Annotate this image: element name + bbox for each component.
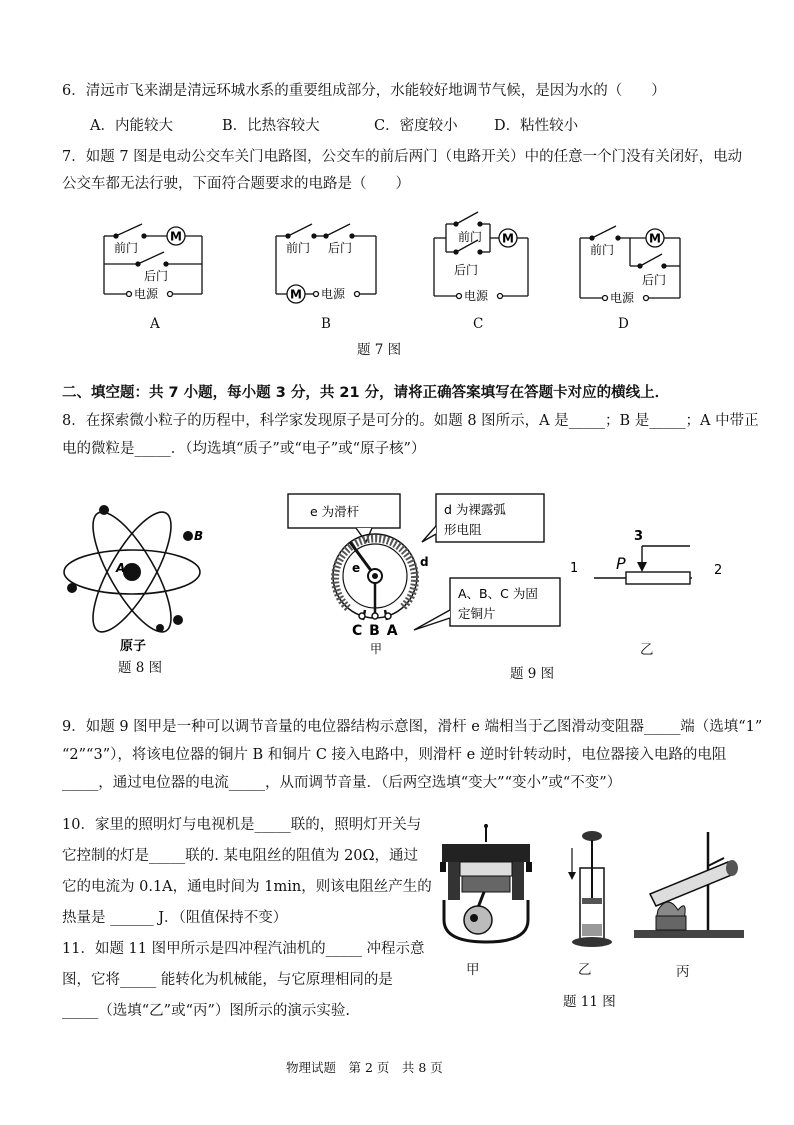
- motor-label: M: [502, 231, 514, 246]
- callout-abc-text-1: A、B、C 为固: [458, 586, 538, 601]
- fig11-label-bing: 丙: [676, 964, 690, 980]
- q10-line2: 它控制的灯是_____联的. 某电阻丝的阻值为 20Ω，通过: [62, 848, 419, 864]
- callout-abc-text-2: 定铜片: [458, 606, 496, 621]
- q11-line1: 11．如题 11 图甲所示是四冲程汽油机的_____ 冲程示意: [62, 941, 425, 957]
- fig11-label-jia: 甲: [466, 962, 480, 978]
- nucleus-dot: [123, 563, 141, 581]
- back-door-label: 后门: [454, 263, 479, 277]
- power-label: 电源: [134, 287, 159, 301]
- terminal-2: 2: [714, 563, 723, 578]
- q9-line3: _____，通过电位器的电流_____，从而调节音量．（后两空选填“变大”“变小”或“不变”）: [62, 775, 622, 791]
- atom-diagram: [56, 500, 216, 660]
- electron-dot: [173, 615, 183, 625]
- electron-dot: [183, 531, 193, 541]
- yi-label: 乙: [640, 642, 654, 658]
- back-door-label: 后门: [642, 273, 667, 287]
- back-door-label: 后门: [328, 241, 353, 255]
- circuit-b-diagram: [272, 222, 392, 312]
- front-door-label: 前门: [458, 230, 483, 244]
- circuit-b-label: B: [321, 316, 331, 332]
- power-label: 电源: [321, 287, 346, 301]
- label-b: B: [194, 529, 204, 543]
- power-label: 电源: [464, 289, 489, 303]
- q9-figure-caption: 题 9 图: [510, 666, 555, 682]
- terminal-1: 1: [570, 561, 579, 576]
- q7-figure-caption: 题 7 图: [357, 342, 402, 358]
- q11-line3: _____（选填“乙”或“丙”）图所示的演示实验.: [62, 1003, 351, 1019]
- circuit-a-label: A: [150, 316, 160, 332]
- pins-label: C B A: [352, 623, 399, 639]
- front-door-label: 前门: [590, 243, 615, 257]
- circuit-c-label: C: [473, 316, 484, 332]
- atom-label: 原子: [120, 639, 147, 654]
- air-compression-tube-diagram: [562, 828, 622, 948]
- q11-line2: 图，它将_____ 能转化为机械能，与它原理相同的是: [62, 972, 393, 988]
- q6-option-c: C．密度较小: [374, 118, 458, 134]
- electron-dot: [99, 505, 109, 515]
- q10-line3: 它的电流为 0.1A，通电时间为 1min，则该电阻丝产生的: [62, 879, 432, 895]
- section2-heading: 二、填空题：共 7 小题，每小题 3 分，共 21 分，请将正确答案填写在答题卡对应的横线上．: [62, 385, 670, 401]
- q10-line1: 10．家里的照明灯与电视机是_____联的，照明灯开关与: [62, 817, 422, 833]
- q8-line2: 电的微粒是_____．（均选填“质子”或“电子”或“原子核”）: [62, 441, 426, 457]
- label-e: e: [352, 561, 361, 575]
- rheostat-diagram: [566, 522, 726, 612]
- q11-figure-caption: 题 11 图: [563, 994, 616, 1010]
- callout-e-text: e 为滑杆: [310, 504, 360, 519]
- circuit-d-diagram: [576, 222, 706, 322]
- back-door-label: 后门: [144, 269, 169, 283]
- q6-option-d: D．粘性较小: [494, 118, 579, 134]
- q9-line1: 9．如题 9 图甲是一种可以调节音量的电位器结构示意图，滑杆 e 端相当于乙图滑动变阻器_____端（选填“1”: [62, 719, 763, 735]
- electron-dot: [156, 624, 164, 632]
- test-tube-heating-diagram: [628, 832, 748, 942]
- front-door-label: 前门: [286, 241, 311, 255]
- front-door-label: 前门: [114, 241, 139, 255]
- callout-d-text-2: 形电阻: [444, 522, 482, 537]
- q6-stem: 6．清远市飞来湖是清远环城水系的重要组成部分，水能较好地调节气候，是因为水的（ ）: [62, 83, 666, 99]
- q6-option-a: A．内能较大: [90, 118, 173, 134]
- slider-p: P: [616, 554, 626, 573]
- label-d: d: [420, 555, 429, 569]
- q6-option-b: B．比热容较大: [222, 118, 320, 134]
- q10-line4: 热量是 ______ J．（阻值保持不变）: [62, 910, 288, 926]
- engine-diagram: [438, 824, 538, 944]
- q7-stem-line1: 7．如题 7 图是电动公交车关门电路图，公交车的前后两门（电路开关）中的任意一个门没有关闭好，电动: [62, 149, 743, 165]
- callout-d-text-1: d 为裸露弧: [444, 502, 506, 517]
- q8-figure-caption: 题 8 图: [118, 660, 163, 676]
- motor-label: M: [170, 229, 182, 244]
- fig11-label-yi: 乙: [578, 962, 592, 978]
- q9-line2: “2”“3”），将该电位器的铜片 B 和铜片 C 接入电路中，则滑杆 e 逆时针转动时，电位器接入电路的电阻: [62, 747, 727, 763]
- circuit-d-label: D: [618, 316, 629, 332]
- power-label: 电源: [610, 291, 635, 305]
- label-a: A: [116, 561, 126, 575]
- jia-label: 甲: [370, 642, 383, 656]
- q7-stem-line2: 公交车都无法行驶，下面符合题要求的电路是（ ）: [62, 176, 410, 192]
- motor-label: M: [290, 287, 302, 302]
- circuit-a-diagram: [100, 222, 220, 312]
- page-footer: 物理试题 第 2 页 共 8 页: [286, 1060, 443, 1075]
- motor-label: M: [649, 231, 661, 246]
- q8-line1: 8．在探索微小粒子的历程中，科学家发现原子是可分的。如题 8 图所示，A 是_____；B 是_____；A 中带正: [62, 413, 759, 429]
- circuit-c-diagram: [430, 208, 550, 308]
- terminal-3: 3: [634, 529, 644, 544]
- electron-dot: [67, 583, 77, 593]
